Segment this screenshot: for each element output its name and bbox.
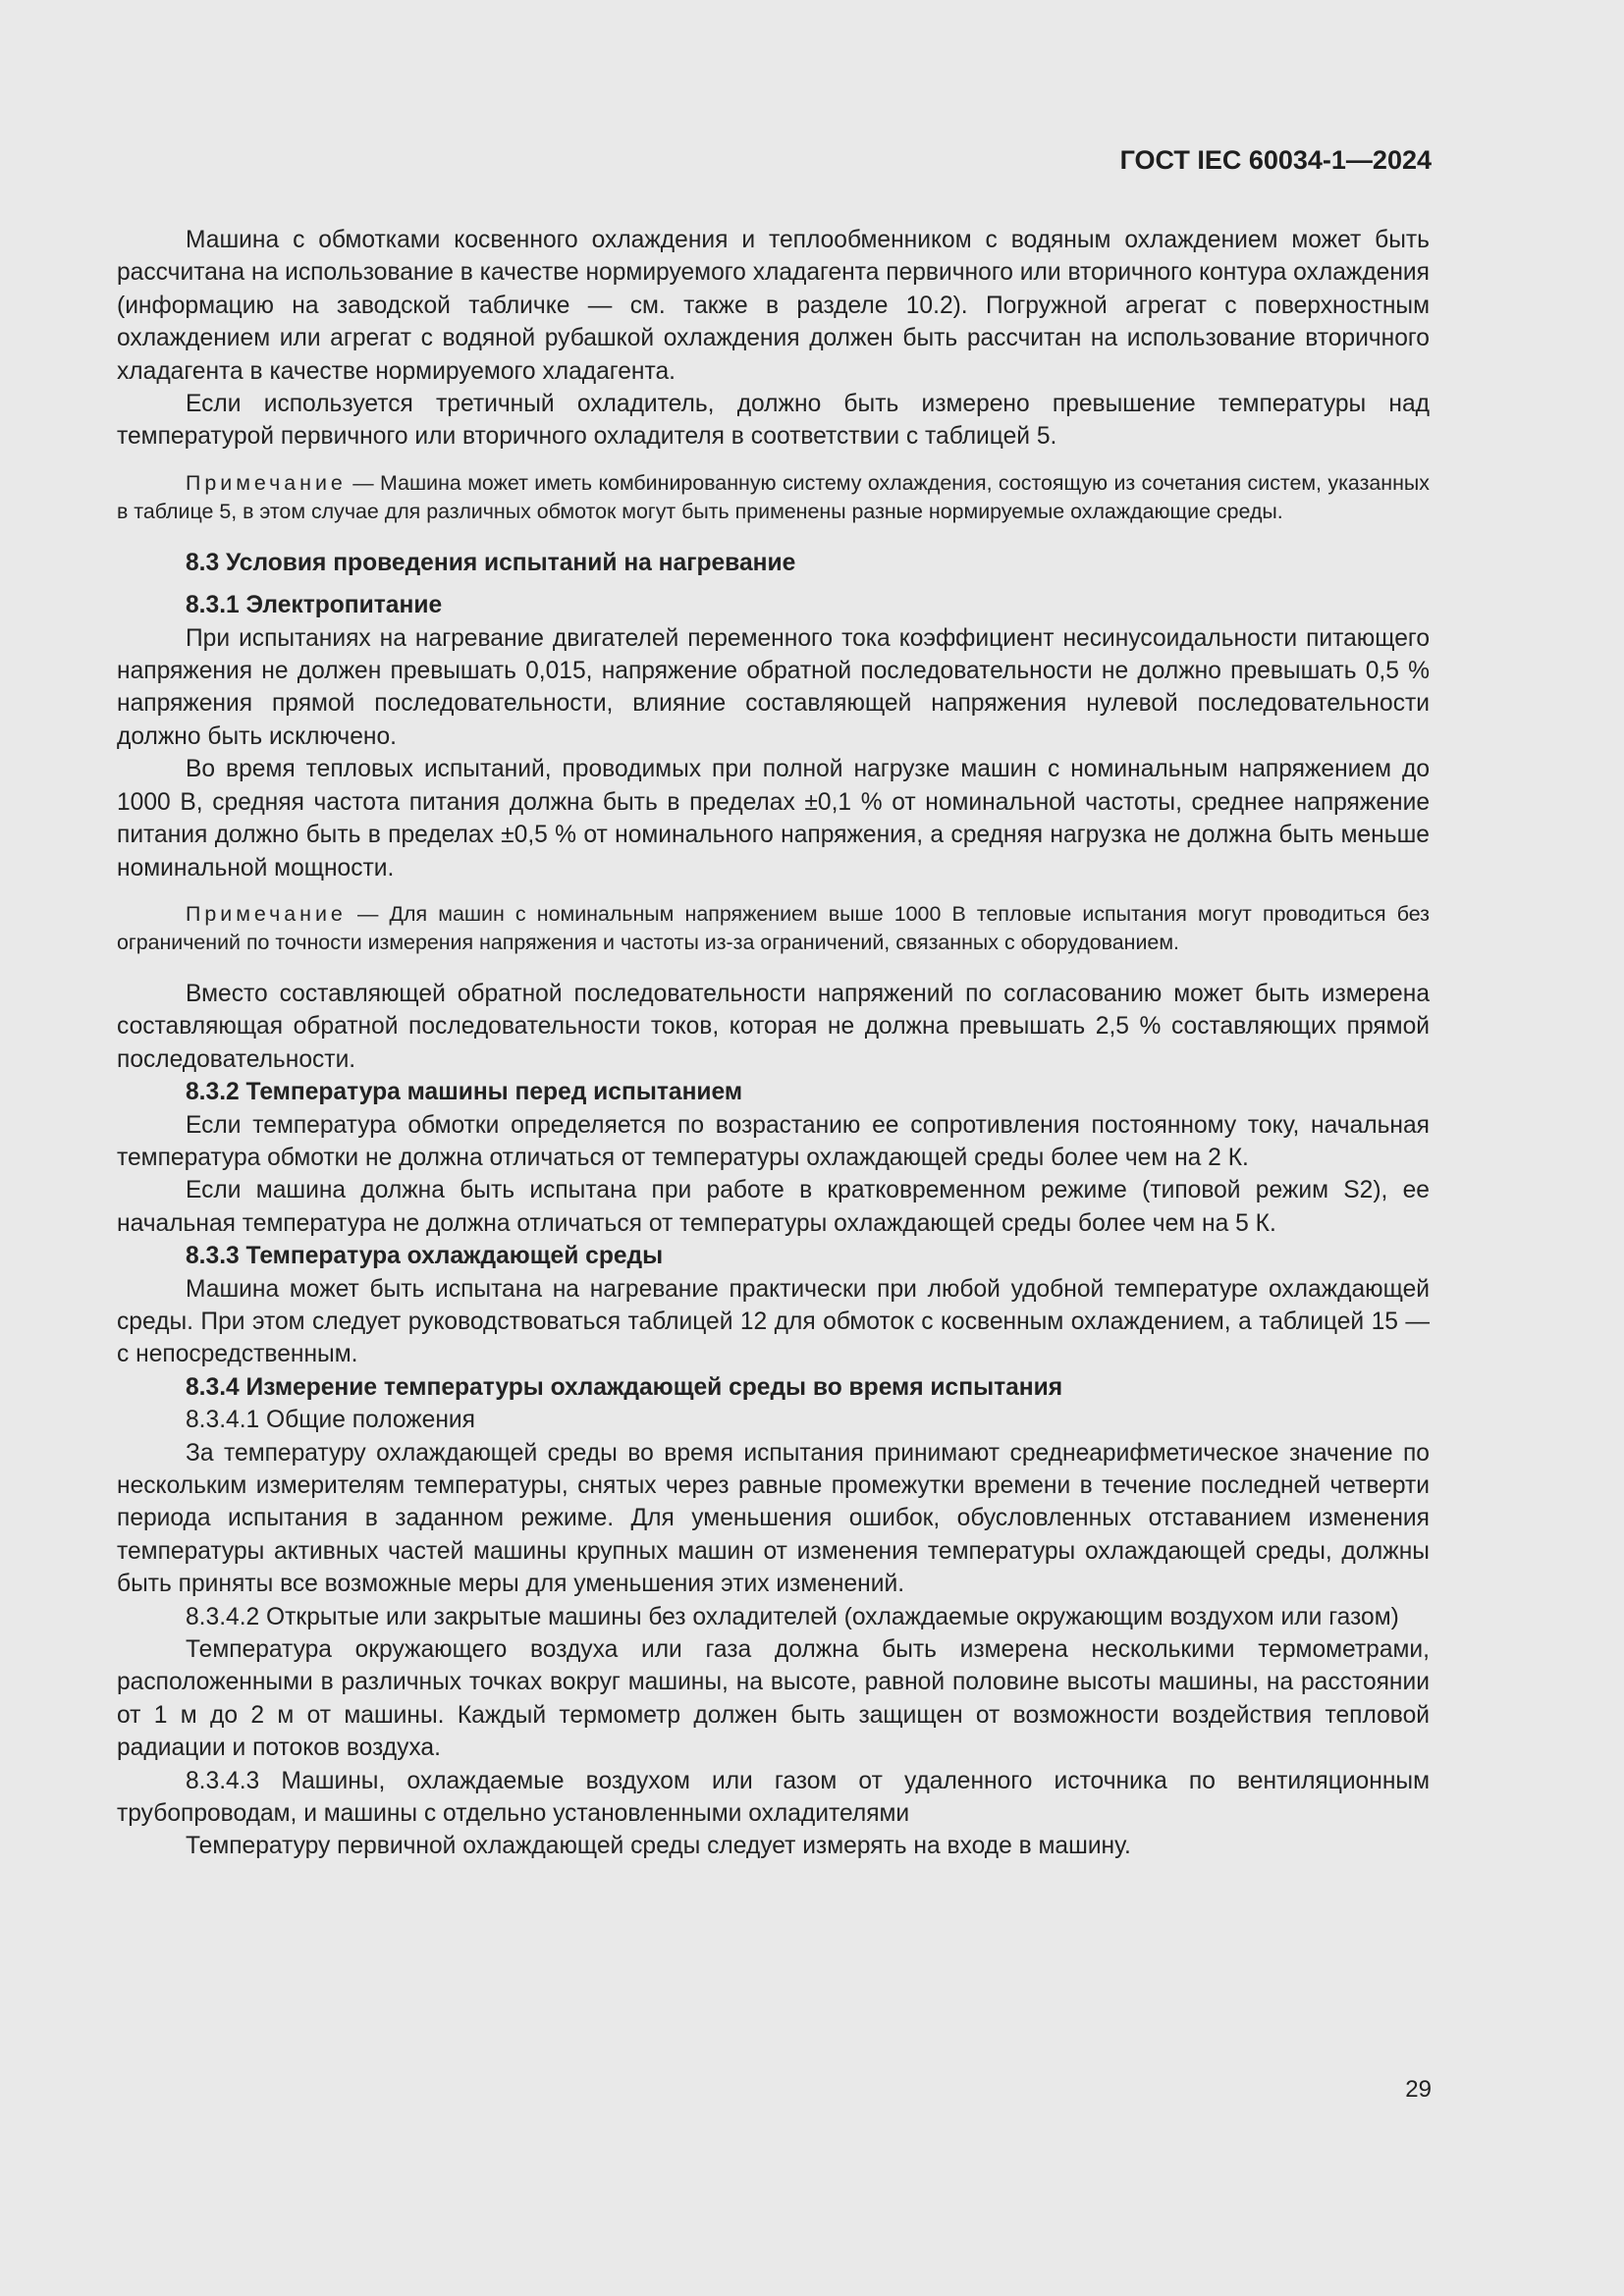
paragraph: Температуру первичной охлаждающей среды следует измерять на входе в машину. [186,1833,1131,1860]
paragraph: Температура окружающего воздуха или газа должна быть измерена несколькими термометрами, расположенными в различных точках вокруг машины, на высоте, равной половине высоты машины, на расстоянии от 1 м до 2 м от машины. Каждый термометр должен быть защищен от возможности воздействия тепловой радиации и потоков воздуха. [117,1636,1430,1762]
section-heading-8-3-3: 8.3.3 Температура охлаждающей среды [186,1243,664,1270]
section-heading-8-3-4: 8.3.4 Измерение температуры охлаждающей среды во время испытания [186,1373,1063,1401]
note-label: Примечание [186,470,347,495]
paragraph: При испытаниях на нагревание двигателей переменного тока коэффициент несинусоидальности питающего напряжения не должен превышать 0,015, напряжение обратной последовательности не должно превышать 0,5 % напряжения прямой последовательности, влияние составляющей напряжения нулевой последовательности должно быть исключено. [117,624,1430,750]
paragraph: Вместо составляющей обратной последовательности напряжений по согласованию может быть измерена составляющая обратной последовательности токов, которая не должна превышать 2,5 % составляющих прямой последовательности. [117,980,1430,1073]
paragraph: Если температура обмотки определяется по возрастанию ее сопротивления постоянному току, начальная температура обмотки не должна отличаться от температуры охлаждающей среды более чем на 2 К. [117,1111,1430,1171]
paragraph: За температуру охлаждающей среды во время испытания принимают среднеарифметическое значение по нескольким измерителям температуры, снятых через равные промежутки времени в течение последней четверти периода испытания в заданном режиме. Для уменьшения ошибок, обусловленных отставанием изменения температуры активных частей машины крупных машин от изменения температуры охлаждающей среды, должны быть приняты все возможные меры для уменьшения этих изменений. [117,1439,1430,1598]
section-heading-8-3: 8.3 Условия проведения испытаний на нагревание [186,549,796,576]
section-heading-8-3-2: 8.3.2 Температура машины перед испытанием [186,1079,743,1106]
document-id-header: ГОСТ IEC 60034-1—2024 [1119,145,1432,175]
subsection-heading-8-3-4-2: 8.3.4.2 Открытые или закрытые машины без охладителей (охлаждаемые окружающим воздухом или газом) [186,1603,1399,1630]
page-body [117,224,1430,1863]
subsection-heading-8-3-4-1: 8.3.4.1 Общие положения [186,1407,475,1434]
note-text: — Машина может иметь комбинированную систему охлаждения, состоящую из сочетания систем, указанных в таблице 5, в этом случае для различных обмоток могут быть применены разные нормируемые охлаждающие среды. [117,470,1430,524]
paragraph: Если машина должна быть испытана при работе в кратковременном режиме (типовой режим S2), ее начальная температура не должна отличаться от температуры охлаждающей среды более чем на 5 К. [117,1177,1430,1237]
note [117,469,1430,527]
paragraph: Машина может быть испытана на нагревание практически при любой удобной температуре охлаждающей среды. При этом следует руководствоваться таблицей 12 для обмоток с косвенным охлаждением, а таблицей 15 — с непосредственным. [117,1275,1430,1368]
note-text: — Для машин с номинальным напряжением выше 1000 В тепловые испытания могут проводиться без ограничений по точности измерения напряжения и частоты из-за ограничений, связанных с оборудованием. [117,901,1430,955]
section-heading-8-3-1: 8.3.1 Электропитание [186,592,443,619]
page-number: 29 [1405,2076,1432,2103]
paragraph: Если используется третичный охладитель, должно быть измерено превышение температуры над температурой первичного или вторичного охладителя в соответствии с таблицей 5. [117,391,1430,451]
paragraph: Во время тепловых испытаний, проводимых при полной нагрузке машин с номинальным напряжением до 1000 В, средняя частота питания должна быть в пределах ±0,1 % от номинальной частоты, среднее напряжение питания должно быть в пределах ±0,5 % от номинального напряжения, а средняя нагрузка не должна быть меньше номинальной мощности. [117,756,1430,881]
note-label: Примечание [186,901,347,926]
subsection-heading-8-3-4-3: 8.3.4.3 Машины, охлаждаемые воздухом или газом от удаленного источника по вентиляционным трубопроводам, и машины с отдельно установленными охладителями [117,1767,1430,1828]
note [117,900,1430,958]
paragraph: Машина с обмотками косвенного охлаждения и теплообменником с водяным охлаждением может быть рассчитана на использование в качестве нормируемого хладагента первичного или вторичного контура охлаждения (информацию на заводской табличке — см. также в разделе 10.2). Погружной агрегат с поверхностным охлаждением или агрегат с водяной рубашкой охлаждения должен быть рассчитан на использование вторичного хладагента в качестве нормируемого хладагента. [117,227,1430,385]
